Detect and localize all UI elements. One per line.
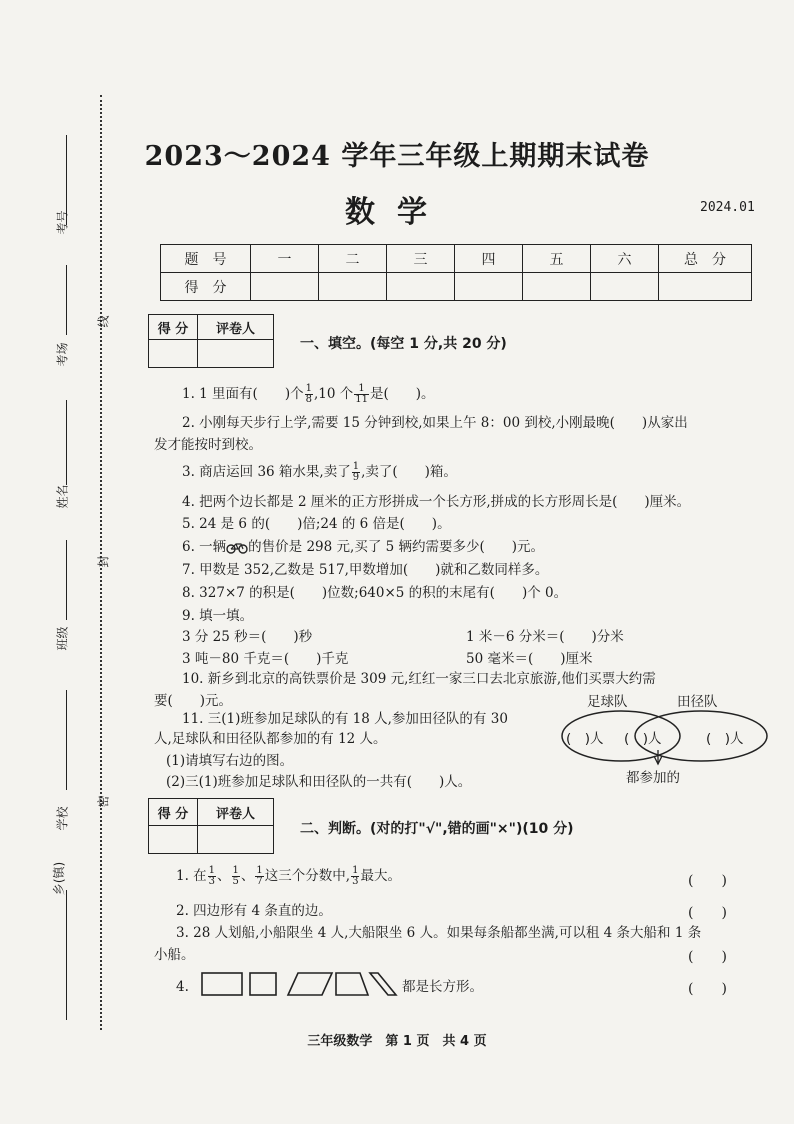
s2-q1: 1. 在 $\frac{1}{3}$ 、 $\frac{1}{5}$ 、 $\frac{1}{7}$ 这三个分数中, $\frac{1}{3}$ 最大。 bbox=[176, 865, 401, 887]
s2-q3-answer-slot[interactable]: ( ) bbox=[688, 949, 727, 965]
exam-no-label: 考号 bbox=[55, 210, 70, 235]
s1-q9d: 50 毫米＝( )厘米 bbox=[466, 651, 593, 667]
school-label: 学校 bbox=[55, 806, 70, 831]
s1-q9c: 3 吨－80 千克＝( )千克 bbox=[182, 651, 349, 667]
s1-q10-line1: 10. 新乡到北京的高铁票价是 309 元,红红一家三口去北京旅游,他们买票大约需 bbox=[182, 671, 656, 687]
grader-box-2 bbox=[148, 798, 274, 854]
score-cell[interactable] bbox=[387, 273, 455, 301]
page-footer: 三年级数学 第 1 页 共 4 页 bbox=[307, 1034, 487, 1049]
quadrilateral-figures bbox=[200, 970, 400, 998]
s1-q11-line2: 人,足球队和田径队都参加的有 12 人。 bbox=[154, 731, 387, 747]
name-label: 姓名 bbox=[55, 484, 70, 509]
venn-left-title: 足球队 bbox=[587, 694, 628, 710]
exam-room-line bbox=[66, 265, 67, 335]
s1-q11-sub2: (2)三(1)班参加足球队和田径队的一共有( )人。 bbox=[166, 774, 472, 790]
s2-q4-number: 4. bbox=[176, 979, 189, 995]
subject-title: 数学 bbox=[345, 195, 449, 230]
grader-reviewer-cell[interactable] bbox=[198, 826, 274, 854]
fraction: $\frac{1}{3}$ bbox=[208, 865, 216, 887]
exam-date: 2024.01 bbox=[700, 200, 755, 215]
s1-q9a: 3 分 25 秒＝( )秒 bbox=[182, 629, 313, 645]
score-cell[interactable] bbox=[523, 273, 591, 301]
s2-q4-text: 都是长方形。 bbox=[402, 979, 483, 995]
seal-char-line: 线 bbox=[96, 315, 111, 328]
s1-q2-line2: 发才能按时到校。 bbox=[154, 437, 262, 453]
score-header-cell: 二 bbox=[319, 245, 387, 273]
s2-q2-answer-slot[interactable]: ( ) bbox=[688, 905, 727, 921]
exam-room-label: 考场 bbox=[55, 342, 70, 367]
fraction: $\frac{1}{5}$ bbox=[232, 865, 239, 887]
fraction: $\frac{1}{7}$ bbox=[256, 865, 263, 887]
grader-score-cell[interactable] bbox=[149, 826, 198, 854]
bicycle-icon bbox=[226, 542, 248, 554]
score-cell[interactable] bbox=[591, 273, 659, 301]
s1-q7: 7. 甲数是 352,乙数是 517,甲数增加( )就和乙数同样多。 bbox=[182, 562, 549, 578]
s1-q3: 3. 商店运回 36 箱水果,卖了 $\frac{1}{9}$ ,卖了( )箱。 bbox=[182, 461, 457, 483]
name-line bbox=[66, 400, 67, 485]
fraction: $\frac{1}{3}$ bbox=[352, 865, 359, 887]
s2-q1-answer-slot[interactable]: ( ) bbox=[688, 873, 727, 889]
score-table bbox=[160, 244, 752, 301]
venn-mid-slot[interactable]: ( )人 bbox=[624, 731, 662, 747]
score-cell[interactable] bbox=[251, 273, 319, 301]
exam-title: 2023～2024 学年三年级上期期末试卷 bbox=[144, 141, 650, 172]
score-cell[interactable] bbox=[319, 273, 387, 301]
section2-heading: 二、判断。(对的打"√",错的画"×")(10 分) bbox=[300, 821, 574, 837]
class-line bbox=[66, 540, 67, 620]
fraction: $\frac{1}{11}$ bbox=[355, 383, 368, 405]
s2-q2: 2. 四边形有 4 条直的边。 bbox=[176, 903, 332, 919]
section1-heading: 一、填空。(每空 1 分,共 20 分) bbox=[300, 336, 507, 352]
fraction: $\frac{1}{9}$ bbox=[352, 461, 360, 483]
s1-q10-line2: 要( )元。 bbox=[154, 693, 233, 709]
s2-q3-line2: 小船。 bbox=[154, 947, 195, 963]
s1-q11-sub1: (1)请填写右边的图。 bbox=[166, 753, 294, 769]
town-line bbox=[66, 890, 67, 1020]
s2-q3-line1: 3. 28 人划船,小船限坐 4 人,大船限坐 6 人。如果每条船都坐满,可以租 4 条大船和 1 条 bbox=[176, 925, 702, 941]
venn-right-slot[interactable]: ( )人 bbox=[706, 731, 744, 747]
s1-q6: 6. 一辆 的售价是 298 元,买了 5 辆约需要多少( )元。 bbox=[182, 539, 545, 555]
grader-reviewer-cell[interactable] bbox=[198, 340, 274, 368]
venn-left-slot[interactable]: ( )人 bbox=[566, 731, 604, 747]
grader-reviewer-label: 评卷人 bbox=[198, 799, 274, 826]
town-label: 乡(镇) bbox=[52, 861, 67, 896]
s1-q2-line1: 2. 小刚每天步行上学,需要 15 分钟到校,如果上午 8：00 到校,小刚最晚( )从家出 bbox=[182, 415, 688, 431]
seal-char-seal: 封 bbox=[96, 555, 111, 568]
grader-score-label: 得 分 bbox=[149, 315, 198, 340]
s1-q5: 5. 24 是 6 的( )倍;24 的 6 倍是( )。 bbox=[182, 516, 451, 532]
score-header-cell: 一 bbox=[251, 245, 319, 273]
score-header-cell: 三 bbox=[387, 245, 455, 273]
class-label: 班级 bbox=[55, 626, 70, 651]
s1-q4: 4. 把两个边长都是 2 厘米的正方形拼成一个长方形,拼成的长方形周长是( )厘米。 bbox=[182, 494, 691, 510]
s2-q4-answer-slot[interactable]: ( ) bbox=[688, 981, 727, 997]
school-line bbox=[66, 690, 67, 790]
score-header-cell: 六 bbox=[591, 245, 659, 273]
score-header-cell: 题 号 bbox=[161, 245, 251, 273]
s1-q1: 1. 1 里面有( )个 $\frac{1}{8}$ ,10 个 $\frac{1}{11}$ 是( )。 bbox=[182, 383, 435, 405]
fraction: $\frac{1}{8}$ bbox=[305, 383, 312, 405]
s1-q9b: 1 米－6 分米＝( )分米 bbox=[466, 629, 624, 645]
venn-right-title: 田径队 bbox=[677, 694, 718, 710]
score-header-cell: 五 bbox=[523, 245, 591, 273]
s1-q11-line1: 11. 三(1)班参加足球队的有 18 人,参加田径队的有 30 bbox=[182, 711, 508, 727]
seal-char-secret: 密 bbox=[96, 795, 111, 808]
venn-both-label: 都参加的 bbox=[626, 770, 680, 786]
score-cell[interactable] bbox=[455, 273, 523, 301]
grader-reviewer-label: 评卷人 bbox=[198, 315, 274, 340]
grader-score-label: 得 分 bbox=[149, 799, 198, 826]
grader-box-1 bbox=[148, 314, 274, 368]
score-row-label: 得 分 bbox=[161, 273, 251, 301]
score-cell[interactable] bbox=[659, 273, 752, 301]
s1-q9: 9. 填一填。 bbox=[182, 608, 254, 624]
score-header-cell: 四 bbox=[455, 245, 523, 273]
s1-q8: 8. 327×7 的积是( )位数;640×5 的积的末尾有( )个 0。 bbox=[182, 585, 568, 601]
grader-score-cell[interactable] bbox=[149, 340, 198, 368]
score-header-cell: 总 分 bbox=[659, 245, 752, 273]
